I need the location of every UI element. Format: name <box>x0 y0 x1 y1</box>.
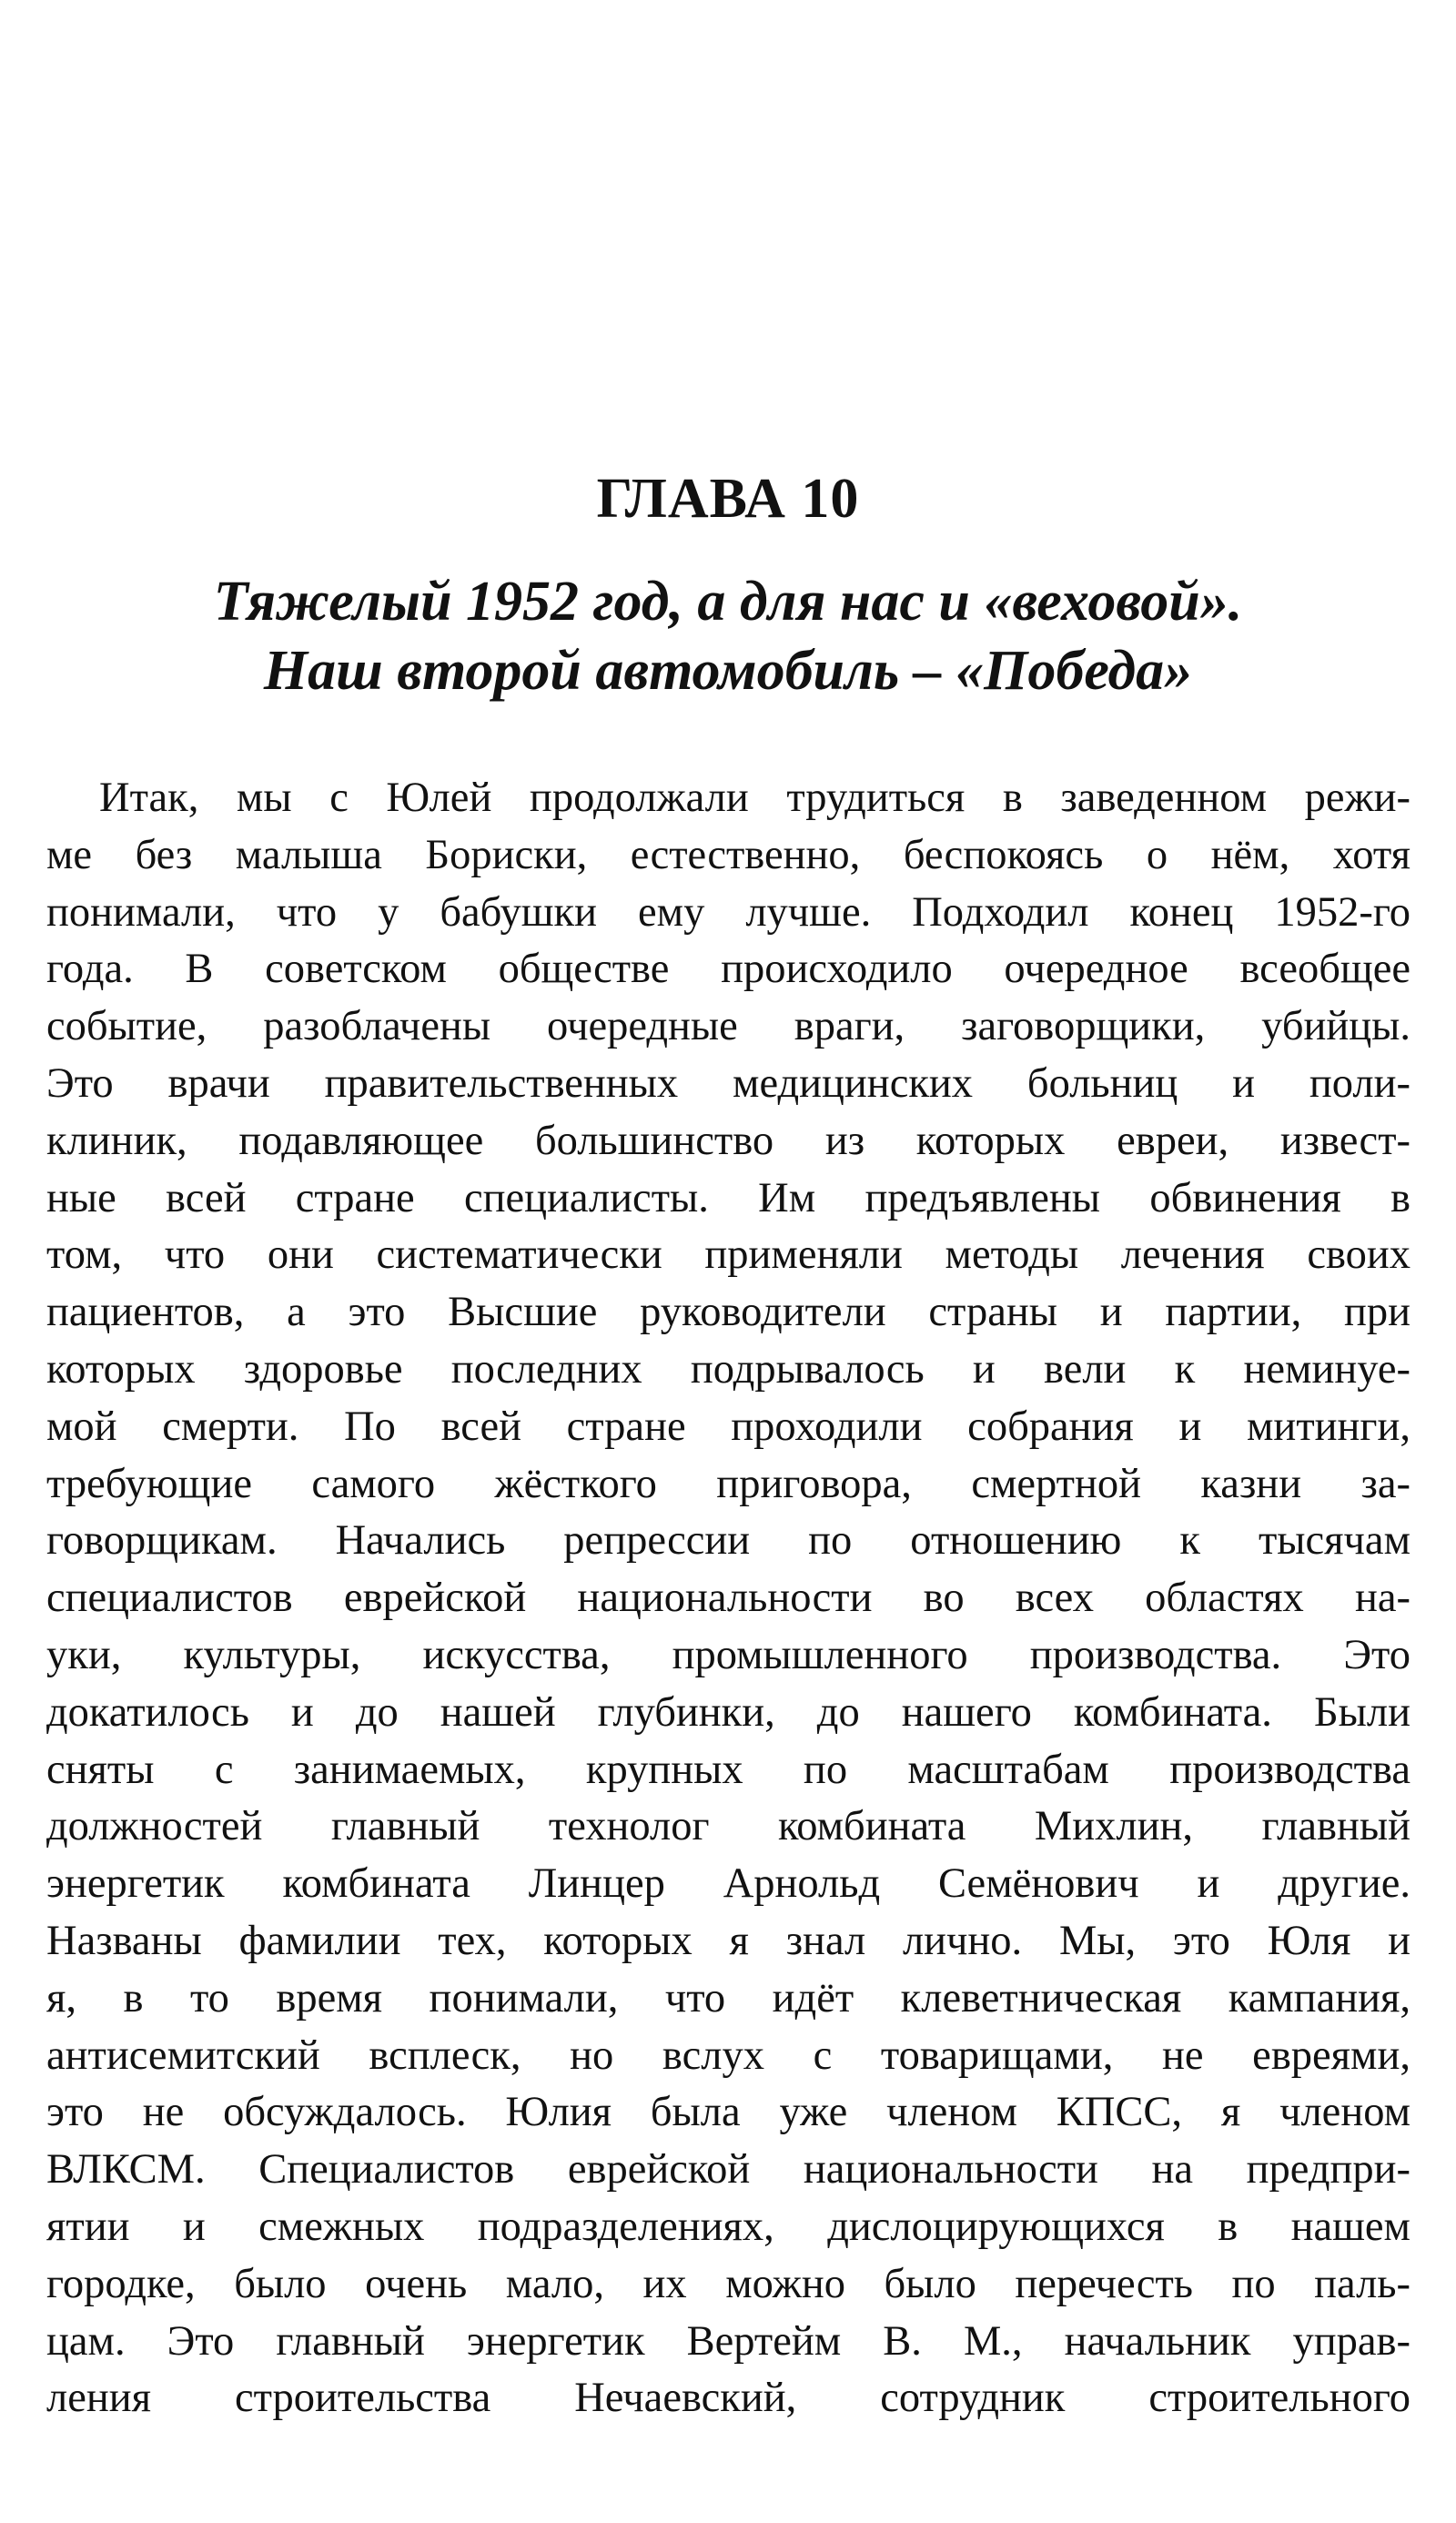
body-line: энергетик комбината Линцер Арнольд Семёнович и другие. <box>46 1860 1410 1908</box>
body-line: ме без малыша Бориски, естественно, беспокоясь о нём, хотя <box>46 831 1410 878</box>
body-line: цам. Это главный энергетик Вертейм В. М., начальник управ- <box>46 2317 1410 2365</box>
body-line: антисемитский всплеск, но вслух с товарищами, не евреями, <box>46 2032 1410 2079</box>
body-line: это не обсуждалось. Юлия была уже членом КПСС, я членом <box>46 2089 1410 2136</box>
body-line: докатилось и до нашей глубинки, до нашего комбината. Были <box>46 1688 1410 1736</box>
body-line: я, в то время понимали, что идёт клеветническая кампания, <box>46 1974 1410 2021</box>
chapter-subtitle-line: Тяжелый 1952 год, а для нас и «веховой». <box>213 571 1243 633</box>
body-paragraph <box>46 770 1410 2427</box>
body-line: Названы фамилии тех, которых я знал лично. Мы, это Юля и <box>46 1917 1410 1964</box>
body-line: требующие самого жёсткого приговора, смертной казни за- <box>46 1460 1410 1507</box>
body-line: сняты с занимаемых, крупных по масштабам производства <box>46 1746 1410 1793</box>
body-line: уки, культуры, искусства, промышленного производства. Это <box>46 1631 1410 1678</box>
chapter-subtitle-line: Наш второй автомобиль – «Победа» <box>263 640 1193 702</box>
body-line: Итак, мы с Юлей продолжали трудиться в заведенном режи- <box>99 775 1410 821</box>
body-line: пациентов, а это Высшие руководители страны и партии, при <box>46 1289 1410 1336</box>
body-line: ные всей стране специалисты. Им предъявлены обвинения в <box>46 1174 1410 1221</box>
body-line: года. В советском обществе происходило очередное всеобщее <box>46 946 1410 993</box>
body-line: Это врачи правительственных медицинских больниц и поли- <box>46 1059 1410 1107</box>
body-line: клиник, подавляющее большинство из которых евреи, извест- <box>46 1117 1410 1164</box>
body-line: должностей главный технолог комбината Михлин, главный <box>46 1803 1410 1850</box>
chapter-title: ГЛАВА 10 <box>596 468 860 530</box>
body-line: ВЛКСМ. Специалистов еврейской национальности на предпри- <box>46 2146 1410 2194</box>
body-line: специалистов еврейской национальности во всех областях на- <box>46 1575 1410 1622</box>
body-line: том, что они систематически применяли методы лечения своих <box>46 1231 1410 1279</box>
body-line: городке, было очень мало, их можно было перечесть по паль- <box>46 2260 1410 2307</box>
body-line: событие, разоблачены очередные враги, заговорщики, убийцы. <box>46 1003 1410 1050</box>
body-line: понимали, что у бабушки ему лучше. Подходил конец 1952-го <box>46 888 1410 936</box>
body-line: мой смерти. По всей стране проходили собрания и митинги, <box>46 1403 1410 1450</box>
body-line: ятии и смежных подразделениях, дислоцирующихся в нашем <box>46 2203 1410 2250</box>
chapter-subtitle <box>0 567 1456 705</box>
body-line: которых здоровье последних подрывалось и вели к неминуе- <box>46 1345 1410 1393</box>
body-line: говорщикам. Начались репрессии по отношению к тысячам <box>46 1517 1410 1565</box>
body-line: ления строительства Нечаевский, сотрудник строительного <box>46 2375 1410 2422</box>
